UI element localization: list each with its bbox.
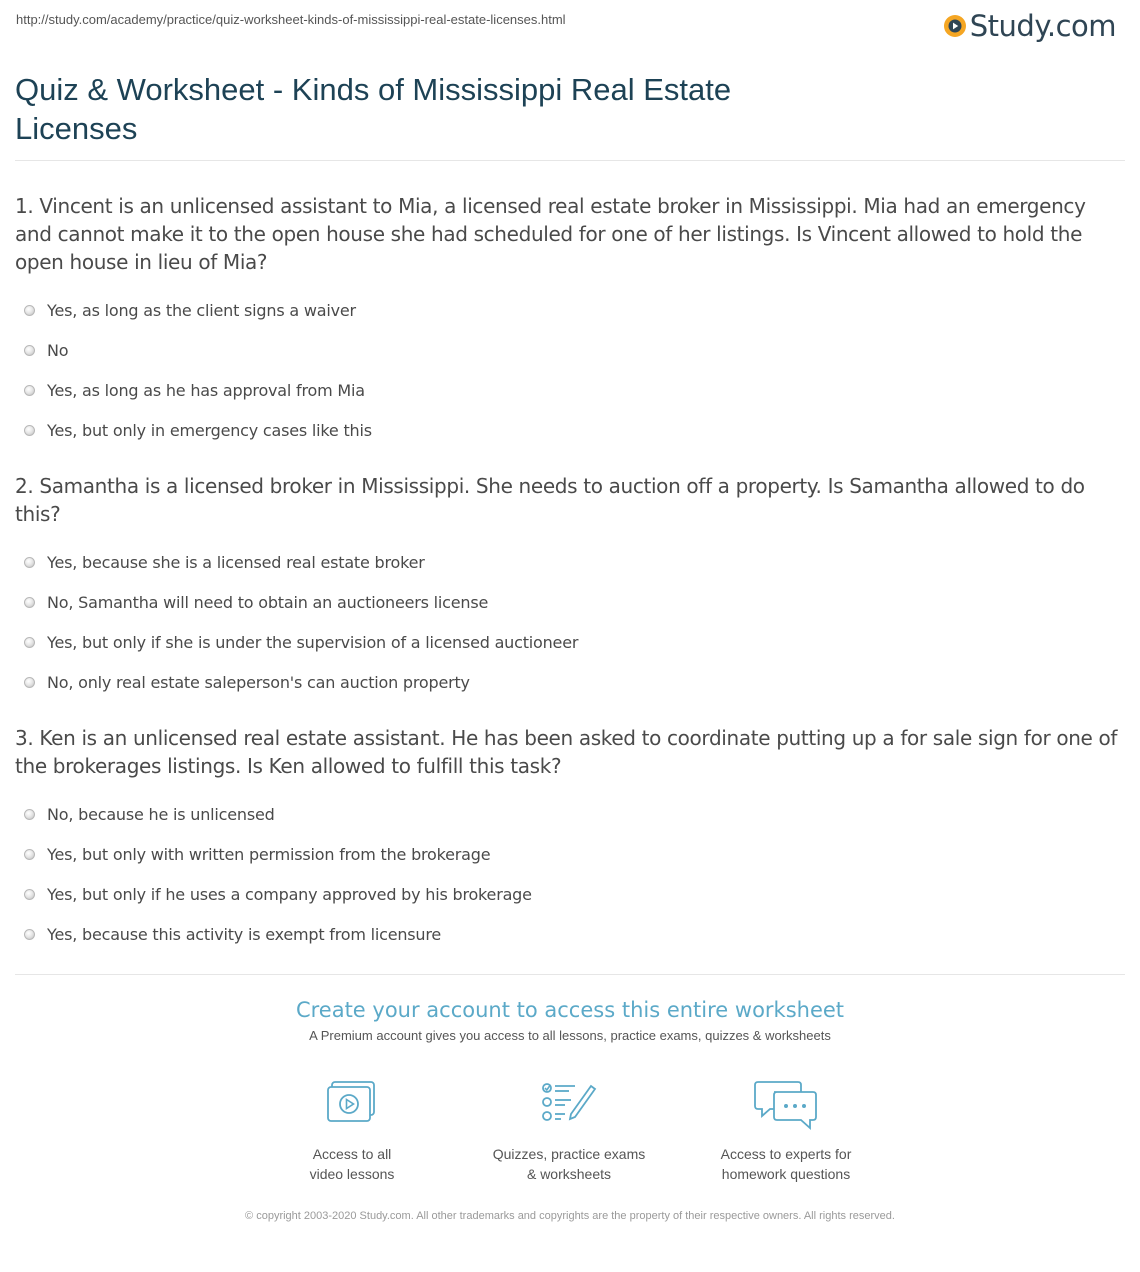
answer-option[interactable] [15, 290, 1123, 330]
answer-label: Yes, but only if she is under the supervision of a licensed auctioneer [47, 632, 579, 652]
radio-button[interactable] [24, 929, 35, 940]
question-text: 2. Samantha is a licensed broker in Mississippi. She needs to auction off a property. Is Samantha allowed to do this? [15, 474, 1085, 526]
answer-label: No, Samantha will need to obtain an auctioneers license [47, 592, 489, 612]
answer-list [15, 794, 1123, 954]
page-url: http://study.com/academy/practice/quiz-worksheet-kinds-of-mississippi-real-estate-licenses.html [16, 12, 566, 27]
logo-text: Study.com [969, 9, 1116, 43]
radio-button[interactable] [24, 597, 35, 608]
cta-divider [15, 974, 1125, 975]
radio-button[interactable] [24, 385, 35, 396]
feature-line-2: homework questions [721, 1166, 851, 1182]
feature-video-lessons [252, 1080, 452, 1184]
answer-label: Yes, but only with written permission from the brokerage [47, 844, 491, 864]
radio-button[interactable] [24, 809, 35, 820]
question-1 [15, 192, 1123, 450]
answer-label: No [47, 340, 69, 360]
answer-label: No, only real estate saleperson's can auction property [47, 672, 470, 692]
header-bar [16, 9, 1124, 43]
feature-line-2: video lessons [309, 1166, 395, 1182]
answer-label: Yes, as long as the client signs a waiver [47, 300, 356, 320]
radio-button[interactable] [24, 637, 35, 648]
answer-option[interactable] [15, 330, 1123, 370]
feature-line-2: & worksheets [526, 1166, 612, 1182]
answer-label: Yes, as long as he has approval from Mia [47, 380, 365, 400]
answer-list [15, 290, 1123, 450]
answer-option[interactable] [15, 410, 1123, 450]
create-account-link[interactable]: Create your account to access this entire worksheet [295, 998, 845, 1022]
video-lessons-icon [326, 1080, 378, 1124]
radio-button[interactable] [24, 305, 35, 316]
chat-bubbles-icon [754, 1080, 818, 1130]
play-circle-icon [943, 14, 967, 38]
question-text: 1. Vincent is an unlicensed assistant to Mia, a licensed real estate broker in Mississippi. Mia had an emergency and cannot make it to the open house she had scheduled for one of her listings. Is Vincent allowed to hold the open house in lieu of Mia? [15, 194, 1086, 274]
answer-option[interactable] [15, 582, 1123, 622]
quiz-checklist-icon [541, 1080, 597, 1124]
answer-label: Yes, because this activity is exempt from licensure [47, 924, 442, 944]
radio-button[interactable] [24, 557, 35, 568]
answer-label: No, because he is unlicensed [47, 804, 275, 824]
premium-description: A Premium account gives you access to all lessons, practice exams, quizzes & worksheets [309, 1028, 831, 1043]
page-title: Quiz & Worksheet - Kinds of Mississippi Real Estate Licenses [15, 72, 732, 146]
answer-option[interactable] [15, 662, 1123, 702]
answer-option[interactable] [15, 794, 1123, 834]
feature-line-1: Access to experts for [720, 1146, 852, 1162]
radio-button[interactable] [24, 425, 35, 436]
feature-line-1: Access to all [312, 1146, 392, 1162]
question-text: 3. Ken is an unlicensed real estate assistant. He has been asked to coordinate putting up a for sale sign for one of the brokerages listings. Is Ken allowed to fulfill this task? [15, 726, 1118, 778]
copyright-notice: © copyright 2003-2020 Study.com. All other trademarks and copyrights are the property of their respective owners. All rights reserved. [245, 1210, 895, 1222]
answer-label: Yes, because she is a licensed real estate broker [47, 552, 425, 572]
question-3 [15, 724, 1123, 954]
question-2 [15, 472, 1123, 702]
study-logo[interactable] [943, 9, 1116, 43]
radio-button[interactable] [24, 849, 35, 860]
radio-button[interactable] [24, 677, 35, 688]
answer-option[interactable] [15, 622, 1123, 662]
answer-label: Yes, but only in emergency cases like this [47, 420, 372, 440]
radio-button[interactable] [24, 889, 35, 900]
answer-label: Yes, but only if he uses a company approved by his brokerage [47, 884, 532, 904]
answer-option[interactable] [15, 542, 1123, 582]
answer-option[interactable] [15, 914, 1123, 954]
answer-option[interactable] [15, 834, 1123, 874]
feature-line-1: Quizzes, practice exams [492, 1146, 646, 1162]
feature-experts [686, 1080, 886, 1184]
feature-quizzes [469, 1080, 669, 1184]
answer-option[interactable] [15, 370, 1123, 410]
radio-button[interactable] [24, 345, 35, 356]
answer-list [15, 542, 1123, 702]
title-divider [15, 160, 1125, 161]
answer-option[interactable] [15, 874, 1123, 914]
